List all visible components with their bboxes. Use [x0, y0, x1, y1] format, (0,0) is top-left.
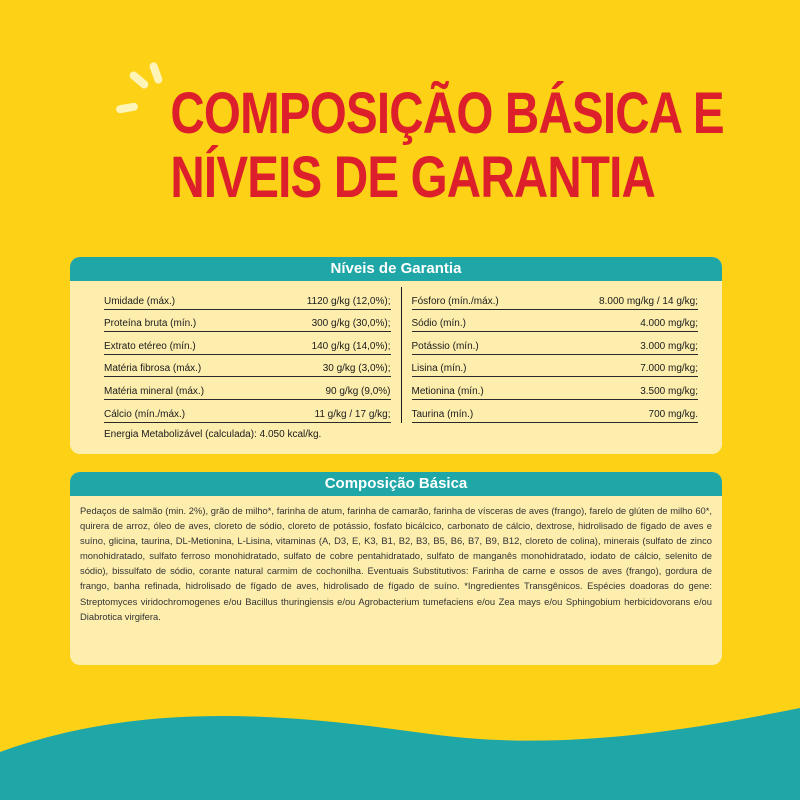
- nutrient-label: Sódio (mín.): [411, 318, 466, 330]
- table-row: [104, 355, 391, 378]
- sparkle-decoration: [128, 70, 150, 90]
- nutrient-label: Cálcio (mín./máx.): [104, 408, 186, 420]
- sparkle-decoration: [115, 102, 138, 114]
- composition-text: Pedaços de salmão (min. 2%), grão de milho*, farinha de atum, farinha de camarão, farinha de vísceras de aves (frango), farelo de glúten de milho 60*, quirera de arroz, óleo de aves, cloreto de sódio, cloreto de potássio, fosfato bicálcico, carbonato de cálcio, dextrose, hidrolisado de fígado de aves e suíno, glicina, taurina, DL-Metionina, L-Lisina, vitaminas (A, D3, E, K3, B1, B2, B3, B5, B6, B7, B9, B12, cloreto de colina), minerais (sulfato de zinco monohidratado, sulfato ferroso monohidratado, sulfato de cobre pentahidratado, sulfato de manganês monohidratado, iodato de cálcio, selenito de sódio), bissulfato de sódio, corante natural carmim de cochonilha. Eventuais Substitutivos: Farinha de carne e ossos de aves (frango), gordura de frango, banha refinada, hidrolisado de fígado de aves, hidrolisado de fígado de suíno. *Ingredientes Transgênicos. Espécies doadoras do gene: Streptomyces viridochromogenes e/ou Bacillus thuringiensis e/ou Agrobacterium tumefaciens e/ou Zea mays e/ou Sphingobium herbicidovorans e/ou Diabrotica virgifera.: [80, 505, 712, 622]
- table-row: [412, 400, 699, 423]
- nutrient-value: 3.500 mg/kg;: [640, 385, 698, 397]
- nutrient-value: 4.000 mg/kg;: [640, 318, 698, 330]
- nutrient-value: 8.000 mg/kg / 14 g/kg;: [599, 295, 698, 307]
- nutrient-label: Potássio (mín.): [411, 340, 479, 352]
- title-line-1: COMPOSIÇÃO BÁSICA E: [170, 81, 724, 146]
- nutrient-value: 700 mg/kg.: [648, 408, 698, 420]
- nutrient-value: 30 g/kg (3,0%);: [322, 363, 391, 375]
- title-line-2: NÍVEIS DE GARANTIA: [170, 145, 656, 210]
- table-row: [104, 400, 391, 423]
- nutrient-value: 3.000 mg/kg;: [640, 340, 698, 352]
- nutrient-label: Proteína bruta (mín.): [104, 318, 197, 330]
- table-row: [104, 377, 391, 400]
- guarantee-left-column: [104, 287, 402, 423]
- guarantee-right-column: [402, 287, 699, 423]
- nutrient-value: 1120 g/kg (12,0%);: [306, 295, 391, 307]
- sparkle-decoration: [148, 61, 163, 84]
- metabolizable-energy: Energia Metabolizável (calculada): 4.050 kcal/kg.: [104, 428, 322, 440]
- basic-composition-card: [70, 472, 722, 665]
- guarantee-levels-heading: Níveis de Garantia: [70, 257, 722, 281]
- teal-wave-decoration: [0, 690, 800, 800]
- page-title: [170, 81, 724, 210]
- table-row: [104, 332, 391, 355]
- table-row: [412, 310, 699, 333]
- nutrient-label: Matéria mineral (máx.): [104, 385, 205, 397]
- table-row: [412, 332, 699, 355]
- table-row: [412, 377, 699, 400]
- nutrient-label: Umidade (máx.): [104, 295, 176, 307]
- nutrient-label: Lisina (mín.): [411, 363, 467, 375]
- nutrient-value: 300 g/kg (30,0%);: [311, 318, 391, 330]
- table-row: [412, 355, 699, 378]
- table-row: [104, 310, 391, 333]
- nutrient-label: Fósforo (mín./máx.): [411, 295, 499, 307]
- wave-shape: [0, 708, 800, 800]
- guarantee-levels-card: [70, 257, 722, 454]
- nutrient-value: 7.000 mg/kg;: [640, 363, 698, 375]
- nutrient-value: 140 g/kg (14,0%);: [311, 340, 391, 352]
- basic-composition-heading: Composição Básica: [70, 472, 722, 496]
- nutrient-label: Metionina (mín.): [411, 385, 484, 397]
- table-row: [412, 287, 699, 310]
- nutrient-label: Matéria fibrosa (máx.): [104, 363, 202, 375]
- nutrient-label: Taurina (mín.): [411, 408, 474, 420]
- nutrient-label: Extrato etéreo (mín.): [104, 340, 196, 352]
- nutrient-value: 11 g/kg / 17 g/kg;: [314, 408, 391, 420]
- table-row: [104, 287, 391, 310]
- nutrient-value: 90 g/kg (9,0%): [325, 385, 391, 397]
